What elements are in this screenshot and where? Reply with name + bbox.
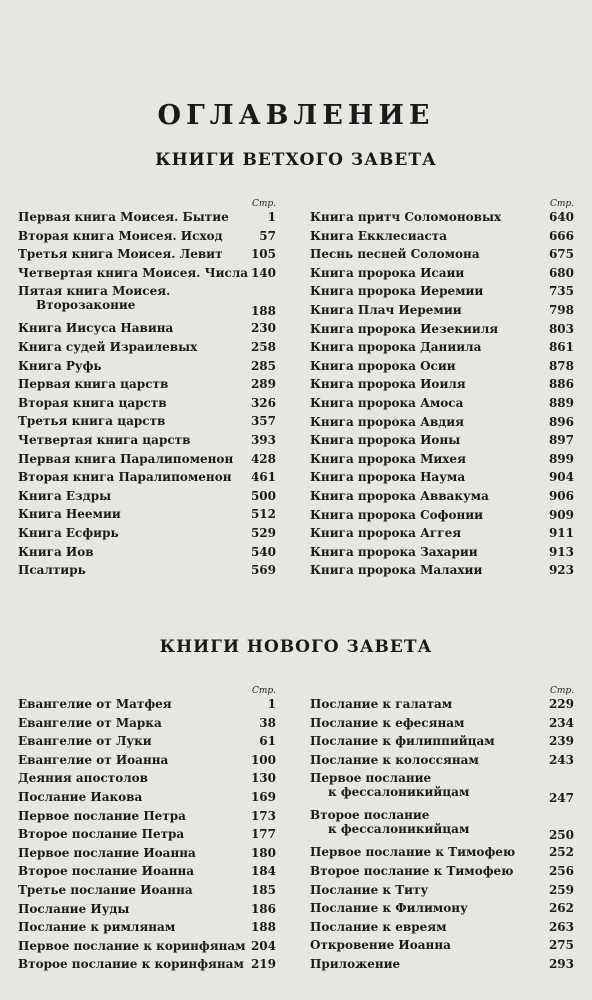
toc-entry <box>18 321 276 340</box>
entry-title-line: Евангелие от Луки <box>18 734 152 749</box>
entry-title-line: Книга пророка Иеремии <box>310 284 484 299</box>
entry-title <box>18 827 184 841</box>
entry-title <box>18 939 246 953</box>
toc-entry <box>18 359 276 378</box>
toc-entry <box>18 210 276 229</box>
entry-title-line: Псалтирь <box>18 563 86 578</box>
entry-title <box>18 753 168 767</box>
toc-entry <box>310 697 574 716</box>
entry-title <box>310 396 463 410</box>
entry-page-number: 911 <box>548 526 574 541</box>
entry-title <box>310 284 483 298</box>
toc-entry <box>310 734 574 753</box>
entry-title <box>18 920 175 934</box>
entry-title-line: Первое послание Петра <box>18 808 186 823</box>
entry-page-number: 906 <box>548 488 574 503</box>
entry-title <box>18 470 232 484</box>
toc-entry <box>18 545 276 564</box>
entry-title-line: Книга пророка Даниила <box>310 340 482 355</box>
entry-title-line: Книга Ездры <box>18 488 112 503</box>
entry-title <box>310 938 451 952</box>
entry-title-line: Первая книга Паралипоменон <box>18 451 234 466</box>
entry-page-number: 569 <box>250 563 276 578</box>
entry-title-line: Книга Руфь <box>18 358 102 373</box>
entry-title-line: Приложение <box>310 956 401 971</box>
entry-title-line: Первая книга Моисея. Бытие <box>18 210 229 224</box>
entry-page-number: 393 <box>250 432 276 447</box>
entry-title-line: Книга Неемии <box>18 507 121 522</box>
toc-entry <box>310 247 574 266</box>
toc-entry <box>18 526 276 545</box>
entry-page-number: 1 <box>267 210 276 224</box>
entry-title-line: Вторая книга царств <box>18 395 167 410</box>
entry-title <box>310 883 428 897</box>
entry-title-line: Первое послание к коринфянам <box>18 938 246 953</box>
entry-title <box>310 322 498 336</box>
entry-title <box>18 321 173 335</box>
entry-title <box>310 340 481 354</box>
entry-title <box>18 771 148 785</box>
entry-title-line: Евангелие от Марка <box>18 715 162 730</box>
toc-entry <box>18 734 276 753</box>
entry-title <box>310 266 464 280</box>
entry-title-line: Книга притч Соломоновых <box>310 210 502 224</box>
entry-page-number: 140 <box>250 265 276 280</box>
toc-entry <box>18 563 276 582</box>
entry-title-line: Четвертая книга царств <box>18 432 191 447</box>
entry-title <box>18 790 142 804</box>
toc-entry <box>310 563 574 582</box>
entry-title-line: Послание к филиппийцам <box>310 734 495 749</box>
entry-title <box>18 902 129 916</box>
entry-page-number: 803 <box>548 321 574 336</box>
entry-title <box>310 697 452 711</box>
toc-entry <box>18 939 276 958</box>
toc-entry <box>310 415 574 434</box>
entry-title-line: Послание к римлянам <box>18 920 176 935</box>
toc-entry <box>310 938 574 957</box>
toc-entry <box>310 508 574 527</box>
entry-title <box>310 563 482 577</box>
entry-title-line: Первое послание к Тимофею <box>310 845 516 860</box>
toc-entry <box>310 266 574 285</box>
entry-title <box>18 563 86 577</box>
toc-entry <box>18 920 276 939</box>
entry-page-number: 169 <box>250 789 276 804</box>
entry-title <box>18 229 223 243</box>
entry-title-line: Книга пророка Софонии <box>310 507 484 522</box>
entry-title <box>310 864 513 878</box>
entry-title <box>310 210 501 224</box>
entry-title-line: Книга пророка Малахии <box>310 563 483 578</box>
toc-entry <box>310 229 574 248</box>
entry-title <box>310 377 466 391</box>
toc-entry <box>18 284 276 321</box>
entry-page-number: 735 <box>548 284 574 299</box>
entry-title-line: Второе послание <box>310 808 430 823</box>
entry-title <box>18 359 102 373</box>
toc-entry <box>310 210 574 229</box>
entry-page-number: 889 <box>548 395 574 410</box>
toc-entry <box>310 753 574 772</box>
entry-title <box>18 396 167 410</box>
toc-entry <box>310 845 574 864</box>
entry-title-line: Послание к Титу <box>310 882 429 897</box>
entry-page-number: 247 <box>548 791 574 806</box>
entry-page-number: 1 <box>267 697 276 711</box>
toc-entry <box>310 864 574 883</box>
toc-entry <box>18 883 276 902</box>
toc-entry <box>18 470 276 489</box>
entry-page-number: 177 <box>250 827 276 842</box>
entry-title <box>18 809 186 823</box>
toc-entry <box>310 771 574 808</box>
entry-page-number: 173 <box>250 808 276 823</box>
entry-page-number: 243 <box>548 752 574 767</box>
entry-page-number: 878 <box>548 358 574 373</box>
entry-page-number: 861 <box>548 340 574 355</box>
entry-title <box>18 284 170 312</box>
entry-page-number: 130 <box>250 771 276 786</box>
page-column-label: Стр. <box>549 199 574 209</box>
toc-entry <box>18 753 276 772</box>
page-title: ОГЛАВЛЕНИЕ <box>157 100 435 131</box>
entry-title-line: Книга Иисуса Навина <box>18 321 174 336</box>
entry-page-number: 250 <box>548 828 574 843</box>
entry-page-number: 428 <box>250 451 276 466</box>
entry-title <box>18 210 229 224</box>
entry-title-line: Послание к галатам <box>310 697 453 711</box>
nt-left-column <box>18 686 276 976</box>
toc-entry <box>310 284 574 303</box>
entry-title-line: Послание к ефесянам <box>310 715 465 730</box>
entry-title <box>310 415 464 429</box>
entry-page-number: 234 <box>548 715 574 730</box>
toc-entry <box>310 396 574 415</box>
entry-page-number: 666 <box>548 228 574 243</box>
entry-title-line: Второе послание Петра <box>18 827 185 842</box>
entry-title <box>310 526 461 540</box>
entry-page-number: 909 <box>548 507 574 522</box>
toc-entry <box>310 433 574 452</box>
entry-title-line: Книга пророка Наума <box>310 470 466 485</box>
toc-entry <box>18 452 276 471</box>
entry-page-number: 204 <box>250 938 276 953</box>
toc-entry <box>18 340 276 359</box>
entry-title-line: Песнь песней Соломона <box>310 247 480 262</box>
entry-page-number: 100 <box>250 752 276 767</box>
toc-entry <box>310 377 574 396</box>
entry-page-number: 61 <box>259 734 276 749</box>
entry-title-line: Второе послание к Тимофею <box>310 863 514 878</box>
nt-heading: КНИГИ НОВОГО ЗАВЕТА <box>159 637 433 657</box>
entry-page-number: 180 <box>250 845 276 860</box>
entry-page-number: 184 <box>250 864 276 879</box>
toc-entry <box>18 716 276 735</box>
entry-title <box>18 734 152 748</box>
entry-title <box>18 883 193 897</box>
entry-title-line: Вторая книга Паралипоменон <box>18 470 232 485</box>
entry-page-number: 675 <box>548 247 574 262</box>
page-column-label: Стр. <box>251 199 276 209</box>
toc-entry <box>310 322 574 341</box>
entry-title-line: Второе послание к коринфянам <box>18 957 244 972</box>
entry-title-line2: к фессалоникийцам <box>328 785 470 800</box>
entry-page-number: 289 <box>250 377 276 392</box>
entry-page-number: 259 <box>548 882 574 897</box>
entry-title-line: Первое послание <box>310 771 432 786</box>
entry-title <box>18 433 190 447</box>
entry-title-line: Послание к евреям <box>310 919 447 934</box>
entry-title <box>310 433 460 447</box>
entry-title <box>310 508 483 522</box>
entry-page-number: 529 <box>250 525 276 540</box>
toc-entry <box>18 396 276 415</box>
entry-page-number: 923 <box>548 563 574 578</box>
toc-entry <box>18 697 276 716</box>
toc-entry <box>310 920 574 939</box>
entry-page-number: 285 <box>250 358 276 373</box>
entry-title <box>310 359 456 373</box>
toc-entry <box>18 790 276 809</box>
entry-page-number: 896 <box>548 414 574 429</box>
entry-title-line2: Второзаконие <box>36 298 136 313</box>
entry-title-line: Книга пророка Аггея <box>310 526 462 541</box>
entry-page-number: 185 <box>250 882 276 897</box>
entry-page-number: 512 <box>250 507 276 522</box>
entry-title <box>310 303 462 317</box>
entry-page-number: 256 <box>548 863 574 878</box>
entry-title <box>310 957 400 971</box>
toc-entry <box>18 266 276 285</box>
entry-page-number: 258 <box>250 339 276 354</box>
entry-title-line: Послание Иакова <box>18 789 143 804</box>
entry-title-line: Книга Екклесиаста <box>310 228 447 243</box>
entry-page-number: 461 <box>250 470 276 485</box>
page-column-label: Стр. <box>251 686 276 696</box>
entry-title <box>18 452 233 466</box>
toc-entry <box>18 247 276 266</box>
entry-title-line: Послание к колоссянам <box>310 752 479 767</box>
entry-page-number: 229 <box>548 697 574 711</box>
entry-title-line: Книга Иов <box>18 544 94 559</box>
entry-title-line: Четвертая книга Моисея. Числа <box>18 265 249 280</box>
entry-title <box>310 247 480 261</box>
toc-entry <box>310 545 574 564</box>
entry-title-line: Первая книга царств <box>18 377 169 392</box>
entry-title-line: Книга пророка Ионы <box>310 433 461 448</box>
page-column-label: Стр. <box>549 686 574 696</box>
entry-title-line2: к фессалоникийцам <box>328 822 470 837</box>
entry-page-number: 188 <box>250 920 276 935</box>
entry-page-number: 886 <box>548 377 574 392</box>
entry-page-number: 904 <box>548 470 574 485</box>
entry-page-number: 57 <box>259 228 276 243</box>
entry-title <box>310 716 464 730</box>
entry-title <box>310 452 466 466</box>
entry-title <box>310 771 469 799</box>
entry-page-number: 293 <box>548 956 574 971</box>
entry-page-number: 262 <box>548 901 574 916</box>
entry-title <box>18 247 223 261</box>
entry-title-line: Послание к Филимону <box>310 901 468 916</box>
entry-title-line: Откровение Иоанна <box>310 938 451 953</box>
entry-title <box>18 846 196 860</box>
toc-entry <box>18 902 276 921</box>
toc-entry <box>310 340 574 359</box>
entry-page-number: 38 <box>259 715 276 730</box>
entry-page-number: 680 <box>548 265 574 280</box>
entry-title <box>18 957 244 971</box>
entry-title <box>310 808 469 836</box>
entry-title <box>18 526 119 540</box>
entry-page-number: 913 <box>548 544 574 559</box>
entry-title-line: Евангелие от Иоанна <box>18 752 169 767</box>
toc-entry <box>310 303 574 322</box>
toc-entry <box>18 864 276 883</box>
entry-title-line: Книга пророка Иезекииля <box>310 321 499 336</box>
entry-page-number: 326 <box>250 395 276 410</box>
entry-title-line: Вторая книга Моисея. Исход <box>18 228 223 243</box>
entry-title-line: Пятая книга Моисея. <box>18 284 171 299</box>
entry-title-line: Книга пророка Осии <box>310 358 456 373</box>
entry-title <box>18 507 121 521</box>
toc-entry <box>18 229 276 248</box>
entry-title <box>310 229 447 243</box>
toc-entry <box>310 716 574 735</box>
entry-page-number: 252 <box>548 845 574 860</box>
entry-title-line: Третья книга Моисея. Левит <box>18 247 223 262</box>
entry-title <box>18 697 172 711</box>
entry-page-number: 230 <box>250 321 276 336</box>
entry-title-line: Книга пророка Захарии <box>310 544 478 559</box>
entry-title-line: Книга пророка Аввакума <box>310 488 489 503</box>
entry-title-line: Первое послание Иоанна <box>18 845 196 860</box>
entry-page-number: 640 <box>548 210 574 224</box>
entry-title <box>310 845 515 859</box>
toc-entry <box>18 809 276 828</box>
entry-page-number: 897 <box>548 433 574 448</box>
ot-right-column <box>310 199 574 582</box>
entry-title-line: Послание Иуды <box>18 901 130 916</box>
entry-page-number: 239 <box>548 734 574 749</box>
entry-title-line: Деяния апостолов <box>18 771 149 786</box>
entry-title <box>310 920 447 934</box>
nt-right-column <box>310 686 574 976</box>
entry-title <box>310 901 468 915</box>
toc-entry <box>310 489 574 508</box>
toc-entry <box>18 489 276 508</box>
entry-title-line: Книга Есфирь <box>18 525 119 540</box>
entry-page-number: 186 <box>250 901 276 916</box>
toc-entry <box>310 526 574 545</box>
entry-title-line: Книга Плач Иеремии <box>310 302 462 317</box>
toc-entry <box>310 808 574 845</box>
entry-title <box>310 489 489 503</box>
entry-title-line: Книга судей Израилевых <box>18 339 198 354</box>
toc-entry <box>18 433 276 452</box>
toc-entry <box>18 377 276 396</box>
entry-title <box>18 377 168 391</box>
toc-entry <box>18 771 276 790</box>
entry-page-number: 188 <box>250 304 276 319</box>
entry-title <box>310 753 479 767</box>
entry-page-number: 357 <box>250 414 276 429</box>
toc-entry <box>18 957 276 976</box>
toc-entry <box>310 359 574 378</box>
entry-title <box>310 470 465 484</box>
entry-page-number: 798 <box>548 302 574 317</box>
entry-title <box>18 545 94 559</box>
entry-title-line: Третье послание Иоанна <box>18 882 193 897</box>
toc-entry <box>18 827 276 846</box>
entry-title <box>310 545 478 559</box>
entry-title-line: Евангелие от Матфея <box>18 697 172 711</box>
entry-title-line: Книга пророка Исаии <box>310 265 465 280</box>
entry-page-number: 899 <box>548 451 574 466</box>
entry-title-line: Второе послание Иоанна <box>18 864 195 879</box>
entry-title-line: Книга пророка Авдия <box>310 414 464 429</box>
ot-left-column <box>18 199 276 582</box>
entry-title-line: Книга пророка Амоса <box>310 395 464 410</box>
entry-title-line: Третья книга царств <box>18 414 166 429</box>
toc-entry <box>310 957 574 976</box>
entry-title <box>18 340 197 354</box>
toc-entry <box>310 470 574 489</box>
toc-entry <box>310 901 574 920</box>
entry-title <box>18 266 248 280</box>
toc-entry <box>18 846 276 865</box>
entry-title <box>18 414 165 428</box>
entry-title-line: Книга пророка Михея <box>310 451 466 466</box>
entry-page-number: 500 <box>250 488 276 503</box>
toc-entry <box>310 452 574 471</box>
entry-page-number: 219 <box>250 957 276 972</box>
entry-title <box>18 489 111 503</box>
entry-page-number: 105 <box>250 247 276 262</box>
entry-title <box>18 716 162 730</box>
toc-entry <box>18 507 276 526</box>
ot-heading: КНИГИ ВЕТХОГО ЗАВЕТА <box>155 150 437 170</box>
entry-title <box>18 864 194 878</box>
toc-entry <box>310 883 574 902</box>
toc-entry <box>18 414 276 433</box>
entry-page-number: 540 <box>250 544 276 559</box>
entry-page-number: 275 <box>548 938 574 953</box>
entry-title-line: Книга пророка Иоиля <box>310 377 466 392</box>
entry-page-number: 263 <box>548 919 574 934</box>
entry-title <box>310 734 495 748</box>
